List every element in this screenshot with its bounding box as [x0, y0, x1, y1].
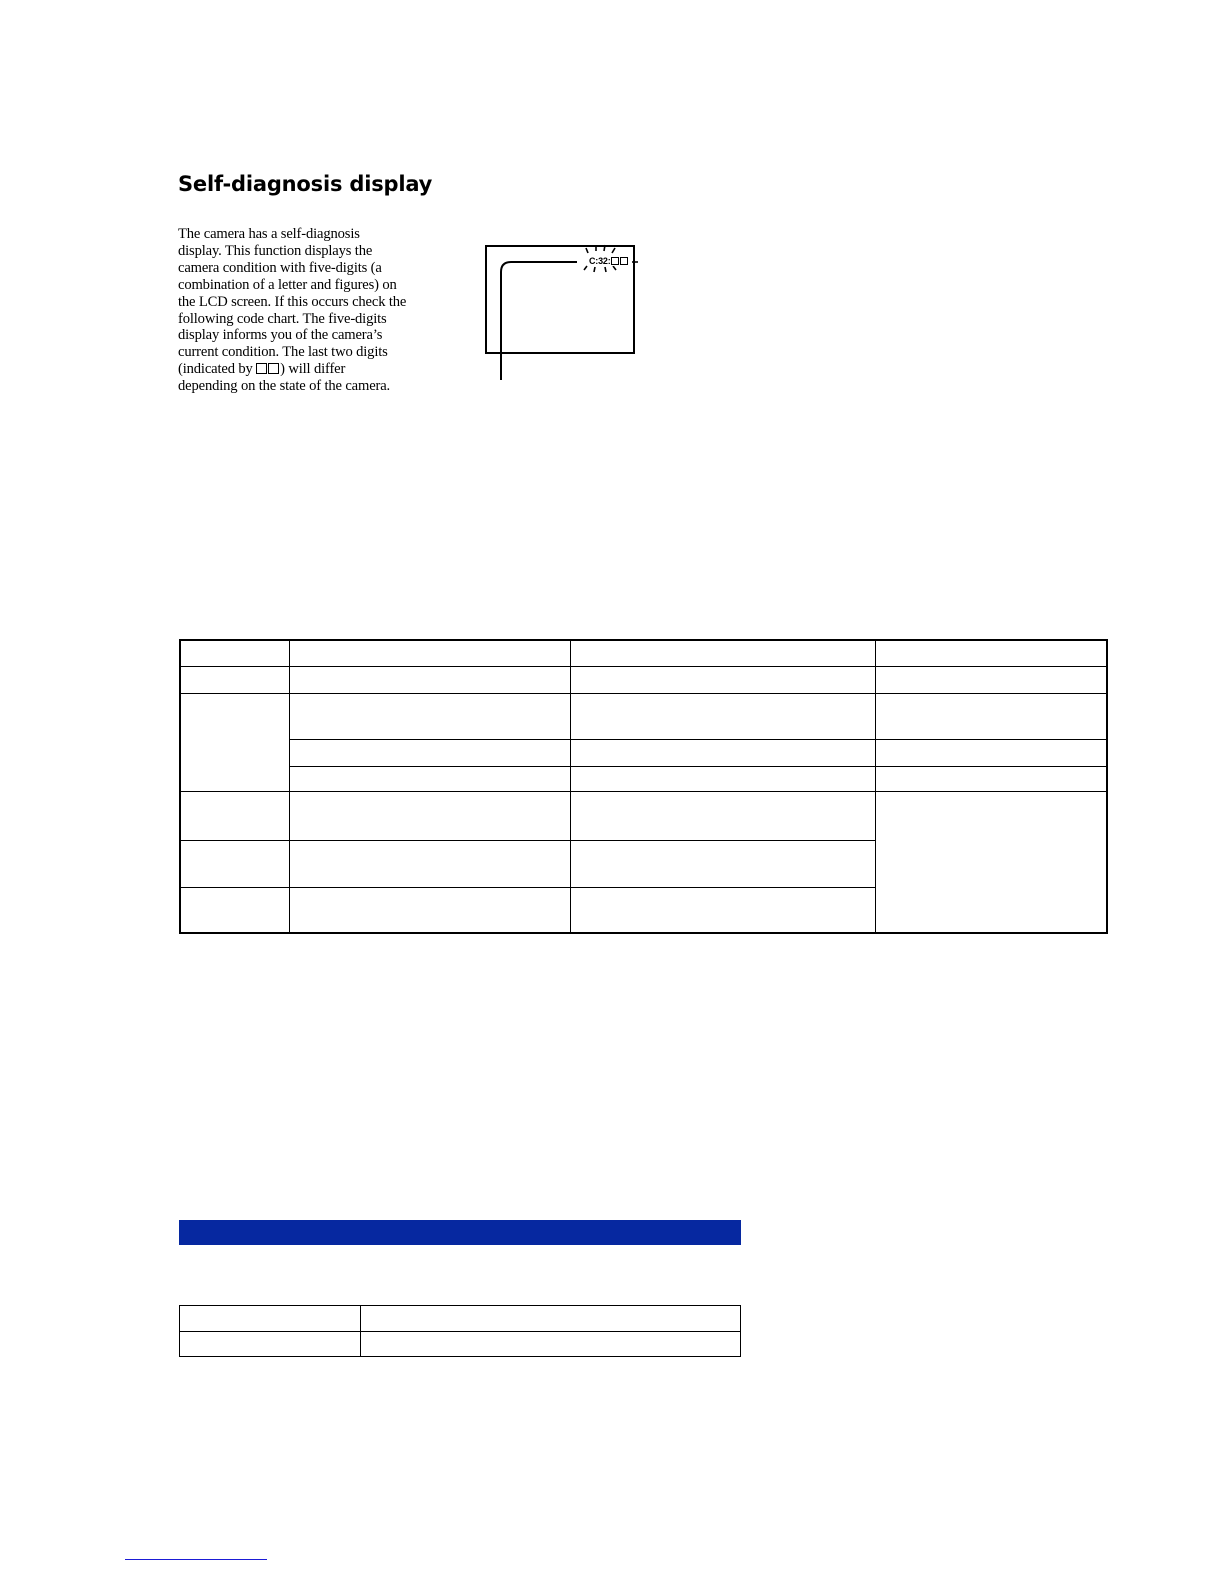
table-cell — [290, 766, 570, 791]
intro-line: display. This function displays the — [178, 242, 373, 259]
table-cell — [570, 640, 875, 666]
intro-paragraph — [178, 226, 433, 395]
intro-line: the LCD screen. If this occurs check the — [178, 293, 407, 310]
table-cell — [180, 791, 290, 840]
lcd-screen-illustration — [480, 240, 650, 390]
table-cell — [875, 739, 1107, 766]
table-cell — [290, 739, 570, 766]
footer-link-underline[interactable] — [125, 1559, 267, 1560]
table-cell — [290, 840, 570, 887]
table-cell — [290, 640, 570, 666]
intro-line: following code chart. The five-digits — [178, 310, 387, 327]
lcd-code-text: C:32: — [589, 256, 611, 266]
intro-line: combination of a letter and figures) on — [178, 276, 397, 293]
table-cell — [570, 666, 875, 693]
table-cell — [180, 887, 290, 933]
table-cell — [180, 1306, 361, 1332]
table-row — [180, 1306, 741, 1332]
intro-line: current condition. The last two digits — [178, 344, 388, 361]
intro-line-part: ) will differ — [280, 361, 346, 378]
table-row — [180, 791, 1107, 840]
lcd-code-readout — [588, 256, 630, 266]
intro-line: The camera has a self-diagnosis — [178, 226, 360, 242]
intro-line: depending on the state of the camera. — [178, 378, 391, 395]
digit-square-icon — [620, 257, 628, 265]
code-chart-table — [179, 639, 1108, 934]
table-row — [180, 739, 1107, 766]
table-cell — [570, 766, 875, 791]
table-cell — [290, 693, 570, 739]
table-row — [180, 1332, 741, 1357]
info-table — [179, 1305, 741, 1357]
table-cell — [570, 840, 875, 887]
digit-square-icon — [256, 363, 267, 374]
table-cell — [290, 666, 570, 693]
table-row — [180, 693, 1107, 739]
table-cell — [570, 791, 875, 840]
page-title: Self-diagnosis display — [178, 172, 433, 196]
table-cell — [180, 666, 290, 693]
table-row — [180, 766, 1107, 791]
table-cell — [570, 887, 875, 933]
intro-line: display informs you of the camera’s — [178, 327, 383, 344]
table-cell — [875, 640, 1107, 666]
intro-line-with-squares — [178, 361, 433, 378]
table-cell — [875, 791, 1107, 933]
table-cell — [180, 640, 290, 666]
table-cell — [290, 887, 570, 933]
table-row — [180, 640, 1107, 666]
table-cell — [180, 693, 290, 791]
table-cell — [360, 1306, 740, 1332]
table-cell — [180, 840, 290, 887]
table-cell — [875, 666, 1107, 693]
digit-square-icon — [268, 363, 279, 374]
intro-line-part: (indicated by — [178, 361, 253, 378]
table-cell — [570, 693, 875, 739]
digit-square-icon — [611, 257, 619, 265]
section-header-bar — [179, 1220, 741, 1245]
table-cell — [290, 791, 570, 840]
table-cell — [875, 693, 1107, 739]
table-cell — [360, 1332, 740, 1357]
table-cell — [180, 1332, 361, 1357]
table-row — [180, 666, 1107, 693]
table-cell — [875, 766, 1107, 791]
table-cell — [570, 739, 875, 766]
intro-line: camera condition with five-digits (a — [178, 259, 382, 276]
